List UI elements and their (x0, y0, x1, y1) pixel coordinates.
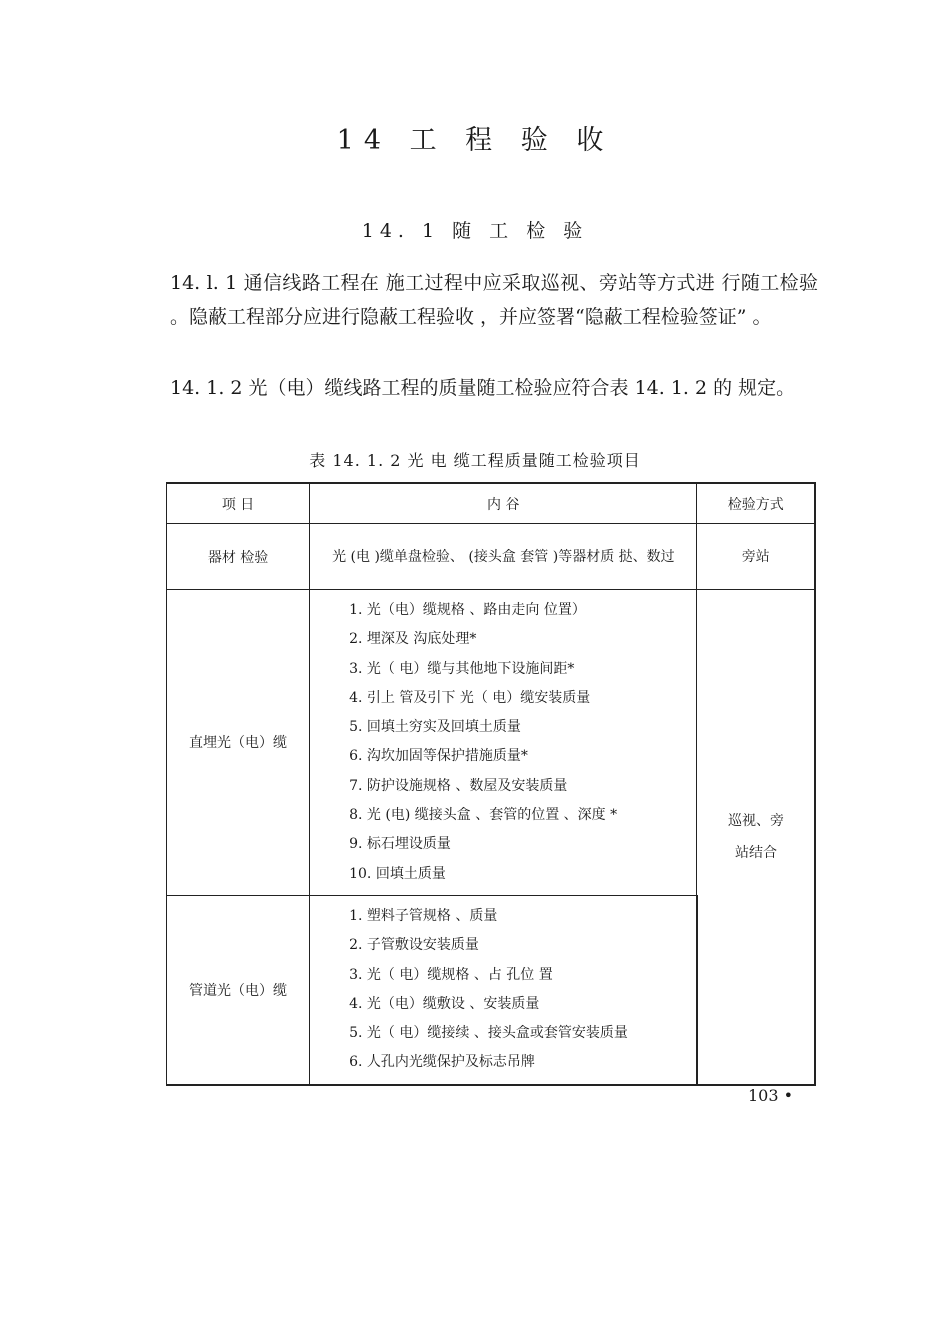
list-item: 4. 引上 管及引下 光（ 电）缆安装质量 (349, 689, 591, 706)
page-number: 103 • (748, 1086, 794, 1105)
shared-method (697, 590, 815, 1085)
header-item: 项 日 (167, 483, 310, 524)
table-row (167, 524, 816, 590)
list-item: 4. 光（电）缆敷设 、安装质量 (349, 995, 540, 1012)
list-item: 2. 子管敷设安装质量 (349, 937, 479, 954)
clause-14-1-1: 14. l. 1 通信线路工程在 施工过程中应采取巡视、旁站等方式进 行随工检验 。隐蔽工程部分应进行隐蔽工程验收 ，并应签署“隐蔽工程检验签证” 。 (170, 272, 818, 328)
buried-cable-items (310, 590, 697, 896)
list-item: 1. 光（电）缆规格 、路由走向 位置） (349, 602, 586, 618)
table-row (167, 590, 816, 896)
list-item: 6. 人孔内光缆保护及标志吊牌 (349, 1054, 535, 1071)
category-materials: 器材 检验 (167, 524, 310, 590)
list-item: 3. 光（ 电）缆与其他地下设施间距* (349, 660, 575, 677)
duct-cable-items (310, 895, 697, 1084)
clause-14-1-2: 14. 1. 2 光（电）缆线路工程的质量随工检验应符合表 14. 1. 2 的 规定。 (170, 377, 796, 399)
materials-content-text: 光 (电 )缆单盘检验、 (接头盒 套管 )等器材质 挞、数过 (332, 548, 675, 565)
list-item: 5. 回填土穷实及回填土质量 (349, 719, 521, 736)
chapter-title: 14 工 程 验 收 (336, 125, 614, 156)
list-item: 1. 塑料子管规格 、质量 (349, 907, 498, 924)
table-caption: 表 14. 1. 2 光 电 缆工程质量随工检验项目 (309, 451, 641, 470)
materials-content (310, 524, 697, 590)
list-item: 7. 防护设施规格 、数屋及安装质量 (349, 777, 568, 794)
list-item: 9. 标石埋设质量 (349, 836, 451, 853)
category-duct-cable: 管道光（电）缆 (167, 895, 310, 1084)
inspection-table (166, 482, 816, 1086)
list-item: 10. 回填土质量 (349, 865, 446, 882)
list-item: 2. 埋深及 沟底处理* (349, 631, 477, 648)
header-method: 检验方式 (697, 483, 815, 524)
list-item: 5. 光（ 电）缆接续 、接头盒或套管安装质量 (349, 1025, 628, 1042)
table-header-row (167, 483, 816, 524)
method-line: 巡视、旁 (727, 812, 784, 829)
list-item: 8. 光 (电) 缆接头盒 、套管的位置 、深度 * (349, 807, 618, 824)
method-line: 站结合 (734, 844, 777, 861)
list-item: 3. 光（ 电）缆规格 、占 孔位 置 (349, 966, 553, 983)
section-title: 14. 1 随 工 检 验 (361, 220, 589, 242)
header-content: 内 谷 (310, 483, 697, 524)
materials-method: 旁站 (697, 524, 815, 590)
category-buried-cable: 直埋光（电）缆 (167, 590, 310, 896)
list-item: 6. 沟坎加固等保护措施质量* (349, 748, 528, 765)
